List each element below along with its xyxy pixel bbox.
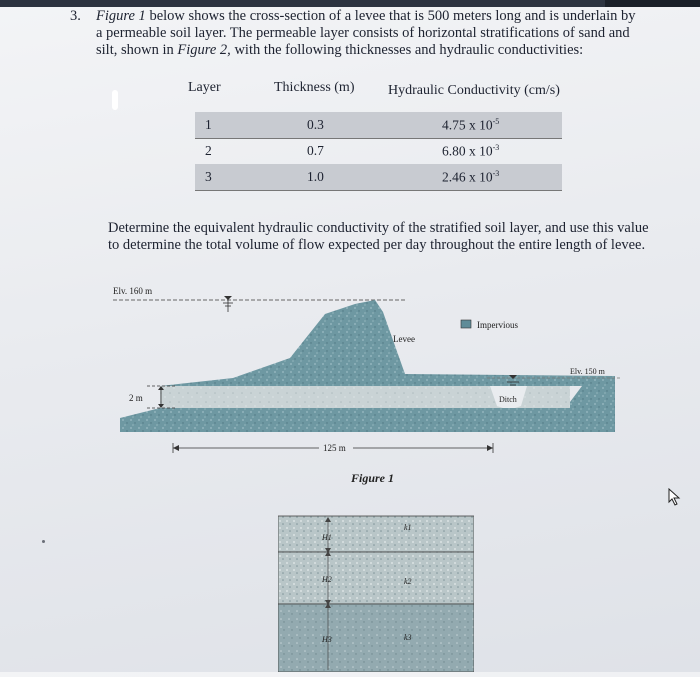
figure-2-reference: Figure 2, <box>177 42 231 58</box>
cell-layer: 2 <box>205 143 212 158</box>
thickness-label: 2 m <box>129 393 143 403</box>
elevation-150-label: Elv. 150 m <box>570 367 605 376</box>
header-thickness: Thickness (m) <box>274 80 355 95</box>
cell-thickness: 0.7 <box>307 143 324 158</box>
window-top-bar <box>0 0 700 7</box>
levee-body <box>160 300 615 386</box>
cell-conductivity: 6.80 x $10^{-3}$ <box>442 143 500 159</box>
instruction-line-1: Determine the equivalent hydraulic conductivity of the stratified soil layer, and use this value <box>108 220 649 236</box>
margin-dot <box>42 540 45 543</box>
cell-conductivity: 2.46 x $10^{-3}$ <box>442 169 500 185</box>
instruction-paragraph <box>108 220 668 254</box>
question-line-3-post: with the following thicknesses and hydraulic conductivities: <box>234 42 584 58</box>
figure-2-svg <box>278 512 474 672</box>
table-row <box>195 138 562 165</box>
margin-highlight-mark <box>112 90 118 110</box>
figure-2-stratified-layers <box>278 512 474 677</box>
length-label: 125 m <box>323 443 346 453</box>
cell-layer: 3 <box>205 169 212 184</box>
figure-1-levee-cross-section <box>105 282 645 492</box>
right-bank <box>570 376 615 386</box>
k2-label: k2 <box>404 577 412 586</box>
ditch-label: Ditch <box>499 395 517 404</box>
table-row <box>195 164 562 191</box>
cell-thickness: 0.3 <box>307 117 324 132</box>
window-corner-bar <box>605 0 700 7</box>
question-line-2: a permeable soil layer. The permeable layer consists of horizontal stratifications of sand and <box>96 25 630 41</box>
question-line-1 <box>96 8 670 25</box>
impervious-legend-swatch <box>461 320 471 328</box>
impervious-legend-label: Impervious <box>477 320 518 330</box>
question-line-1-rest: below shows the cross-section of a levee that is 500 meters long and is underlain by <box>149 8 636 24</box>
k1-label: k1 <box>404 523 412 532</box>
header-conductivity: Hydraulic Conductivity (cm/s) <box>388 83 560 98</box>
figure-1-caption: Figure 1 <box>351 471 395 485</box>
mouse-cursor-icon <box>668 488 682 506</box>
cell-layer: 1 <box>205 117 212 132</box>
h1-label: H1 <box>322 533 332 542</box>
levee-label: Levee <box>393 334 415 344</box>
figure-1-reference: Figure 1 <box>96 8 146 24</box>
stratum-layer-3 <box>278 604 474 672</box>
stratum-layer-2 <box>278 552 474 604</box>
question-text <box>70 8 670 59</box>
h2-label: H2 <box>322 575 332 584</box>
k3-label: k3 <box>404 633 412 642</box>
question-line-3-pre: silt, shown in <box>96 42 174 58</box>
h3-label: H3 <box>322 635 332 644</box>
question-number: 3. <box>70 8 81 24</box>
table-row <box>195 112 562 139</box>
figure-1-svg <box>105 282 645 492</box>
instruction-line-2: to determine the total volume of flow expected per day throughout the entire length of levee. <box>108 237 646 253</box>
question-line-3 <box>96 42 670 59</box>
cell-conductivity: 4.75 x $10^{-5}$ <box>442 117 500 133</box>
header-layer: Layer <box>188 80 221 95</box>
water-surface-symbol <box>223 296 233 312</box>
elevation-160-label: Elv. 160 m <box>113 286 153 296</box>
cell-thickness: 1.0 <box>307 169 324 184</box>
stratum-layer-1 <box>278 516 474 552</box>
